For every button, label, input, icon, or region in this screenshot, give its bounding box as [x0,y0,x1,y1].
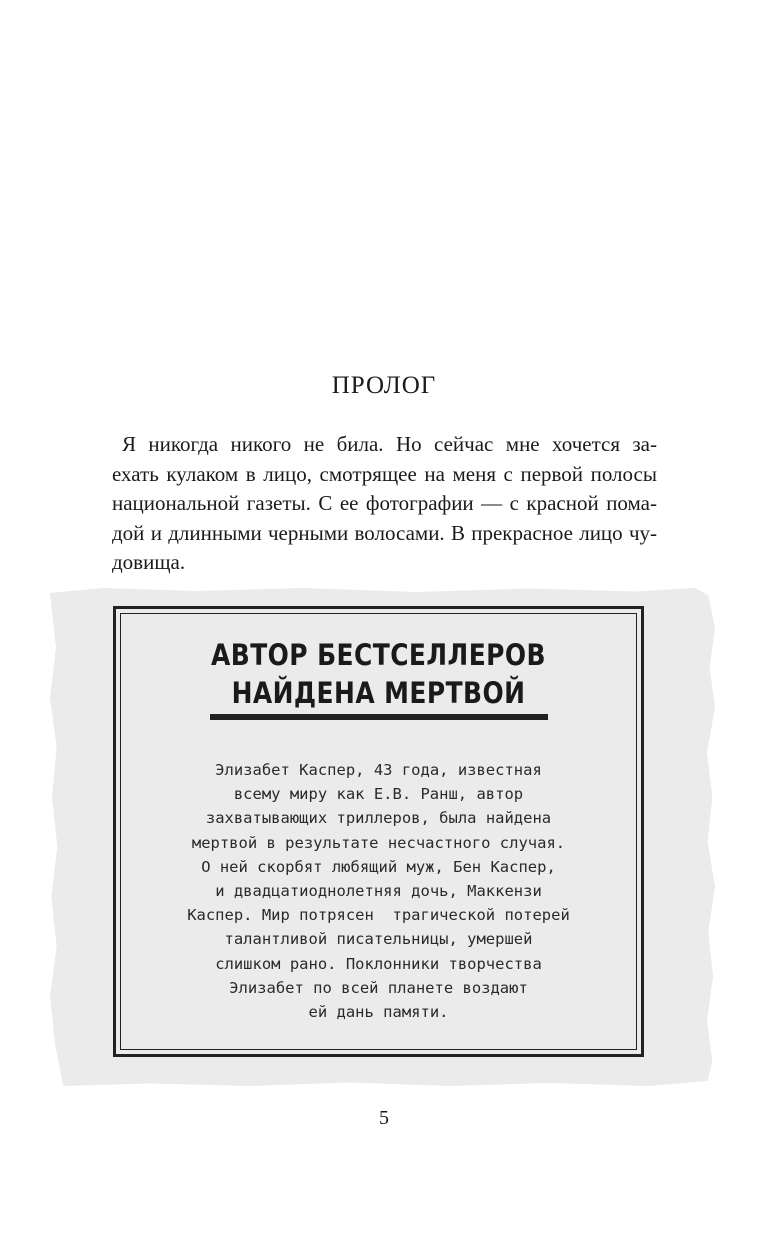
article-line: Элизабет по всей планете воздают [229,978,528,997]
article-line: всему миру как Е.В. Ранш, автор [233,785,524,804]
article-line: мертвой в результате несчастного случая. [191,833,566,852]
headline-line: АВТОР БЕСТСЕЛЛЕРОВ [211,638,546,672]
headline-rule [210,714,548,720]
article-line: ей дань памяти. [308,1003,449,1022]
chapter-title: ПРОЛОГ [331,372,437,399]
prologue-paragraph [112,430,657,578]
page-number: 5 [379,1107,389,1129]
article-line: талантливой писательницы, умершей [224,930,533,949]
paragraph-line: национальной газеты. С ее фотографии — с красной пома- [112,491,657,515]
article-line: слишком рано. Поклонники творчества [215,954,542,973]
article-line: и двадцатиоднолетняя дочь, Маккензи [215,882,542,901]
news-headline [150,636,607,712]
article-line: Каспер. Мир потрясен трагической потерей [187,906,570,925]
article-line: О ней скорбят любящий муж, Бен Каспер, [201,857,556,876]
paragraph-line: Я никогда никого не била. Но сейчас мне хочется за- [122,432,657,456]
paragraph-line: ехать кулаком в лицо, смотрящее на меня с первой полосы [112,461,657,486]
article-line: Элизабет Каспер, 43 года, известная [215,761,542,779]
paragraph-line: дой и длинными черными волосами. В прекрасное лицо чу- [112,520,657,545]
article-line: захватывающих триллеров, была найдена [205,809,552,828]
headline-line: НАЙДЕНА МЕРТВОЙ [231,676,526,710]
paragraph-line: довища. [112,550,186,574]
news-article [113,758,644,1024]
